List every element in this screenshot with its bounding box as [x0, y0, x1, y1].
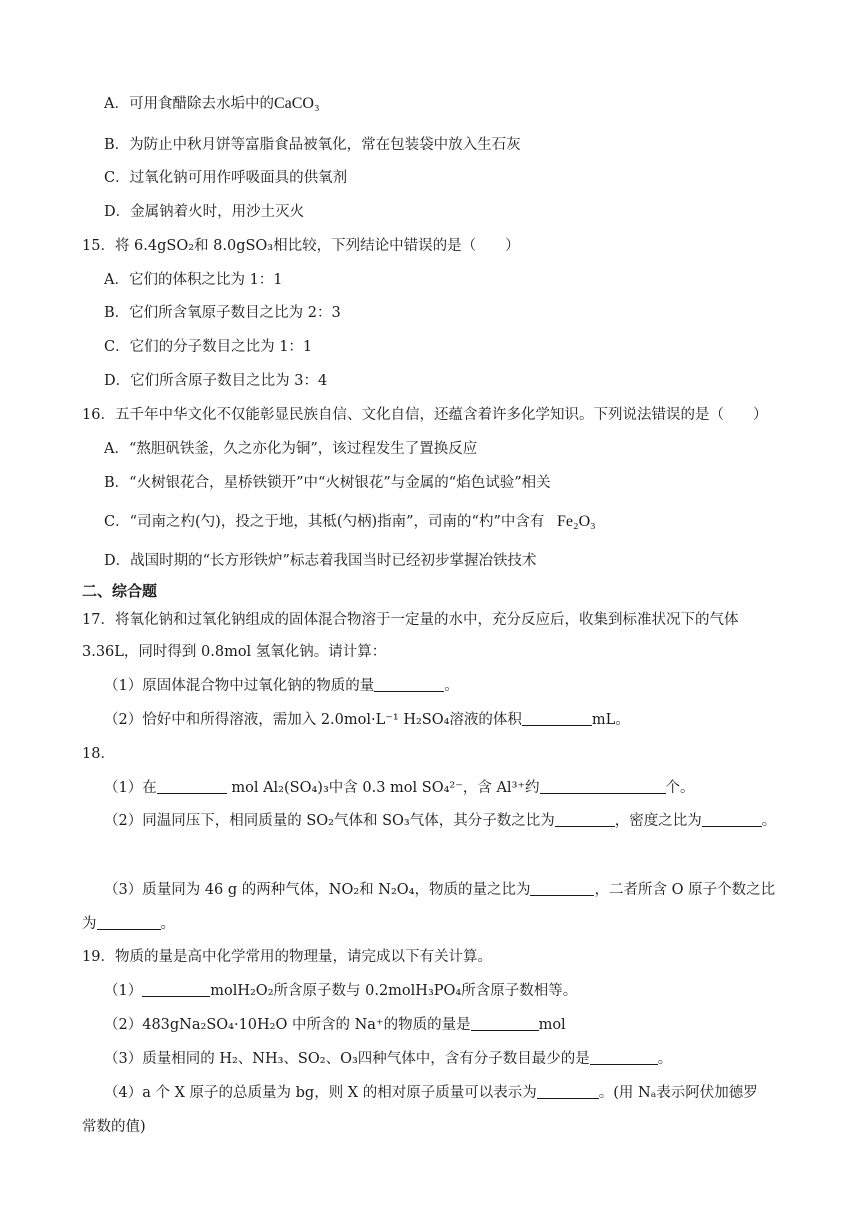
q16-option-c: [104, 512, 596, 532]
answer-blank[interactable]: [522, 710, 592, 726]
q18-part3: （3）质量同为 46 g 的两种气体，NO₂和 N₂O₄，物质的量之比为 ，二者所含 O 原子个数之比: [104, 882, 776, 898]
q19-part1: （1） molH₂O₂所含原子数与 0.2molH₃PO₄所含原子数相等。: [104, 983, 578, 999]
answer-blank[interactable]: [540, 778, 666, 794]
q17-stem-line1: 17．将氧化钠和过氧化钠组成的固体混合物溶于一定量的水中，充分反应后，收集到标准状况下的气体: [82, 612, 739, 628]
q15-stem: 15．将 6.4gSO₂和 8.0gSO₃相比较，下列结论中错误的是（ ）: [82, 238, 520, 254]
answer-blank[interactable]: [97, 914, 161, 930]
answer-blank[interactable]: [530, 880, 594, 896]
q16-option-d: D．战国时期的“长方形铁炉”标志着我国当时已经初步掌握冶铁技术: [104, 553, 537, 569]
answer-blank[interactable]: [555, 811, 615, 827]
q18-part3-cont: 为 。: [82, 916, 175, 932]
q14-option-b: B．为防止中秋月饼等富脂食品被氧化，常在包装袋中放入生石灰: [104, 137, 521, 153]
q19-part3: （3）质量相同的 H₂、NH₃、SO₂、O₃四种气体中，含有分子数目最少的是 。: [104, 1051, 673, 1067]
q15-option-a: A．它们的体积之比为 1：1: [104, 272, 283, 288]
answer-blank[interactable]: [537, 1083, 599, 1099]
q17-part1: （1）原固体混合物中过氧化钠的物质的量 。: [104, 678, 459, 694]
q16-stem: 16．五千年中华文化不仅能彰显民族自信、文化自信，还蕴含着许多化学知识。下列说法错误的是（ ）: [82, 407, 768, 423]
q18-part2: （2）同温同压下，相同质量的 SO₂气体和 SO₃气体，其分子数之比为 ，密度之比为 。: [104, 813, 777, 829]
q16-option-b: B．“火树银花合，星桥铁锁开”中“火树银花”与金属的“焰色试验”相关: [104, 475, 551, 491]
q16-option-c-text: C．“司南之杓(勺)，投之于地，其柢(勺柄)指南”，司南的“杓”中含有: [104, 514, 545, 530]
answer-blank[interactable]: [142, 981, 210, 997]
q17-stem-line2: 3.36L，同时得到 0.8mol 氢氧化钠。请计算：: [82, 644, 387, 660]
q14-option-c: C．过氧化钠可用作呼吸面具的供氧剂: [104, 170, 348, 186]
q14-option-a: [104, 94, 320, 114]
q17-part2: （2）恰好中和所得溶液，需加入 2.0mol·L⁻¹ H₂SO₄溶液的体积 mL。: [104, 712, 630, 728]
q14-option-d: D．金属钠着火时，用沙土灭火: [104, 204, 305, 220]
answer-blank[interactable]: [157, 778, 227, 794]
q19-stem: 19．物质的量是高中化学常用的物理量，请完成以下有关计算。: [82, 949, 492, 965]
section-heading: 二、综合题: [82, 582, 158, 600]
q15-option-d: D．它们所含原子数目之比为 3：4: [104, 373, 328, 389]
q19-part4: （4）a 个 X 原子的总质量为 bg，则 X 的相对原子质量可以表示为 。(用 Nₐ表示阿伏加德罗: [104, 1085, 758, 1101]
q19-part2: （2）483gNa₂SO₄·10H₂O 中所含的 Na⁺的物质的量是 mol: [104, 1017, 566, 1033]
q15-option-b: B．它们所含氧原子数目之比为 2：3: [104, 305, 341, 321]
q14-option-a-text: A．可用食醋除去水垢中的: [104, 96, 274, 112]
q16-option-a: A．“熬胆矾铁釜，久之亦化为铜”，该过程发生了置换反应: [104, 441, 478, 457]
q18-number: 18．: [82, 746, 115, 762]
answer-blank[interactable]: [374, 676, 444, 692]
q16-option-c-formula: Fe₂O₃: [556, 513, 596, 530]
answer-blank[interactable]: [590, 1049, 658, 1065]
answer-blank[interactable]: [702, 811, 762, 827]
q15-option-c: C．它们的分子数目之比为 1：1: [104, 339, 313, 355]
q18-part1: （1）在 mol Al₂(SO₄)₃中含 0.3 mol SO₄²⁻，含 Al³⁺约 个。: [104, 780, 695, 796]
answer-blank[interactable]: [471, 1015, 539, 1031]
q14-option-a-formula: CaCO₃: [273, 95, 320, 112]
q19-part4-cont: 常数的值): [82, 1119, 146, 1135]
